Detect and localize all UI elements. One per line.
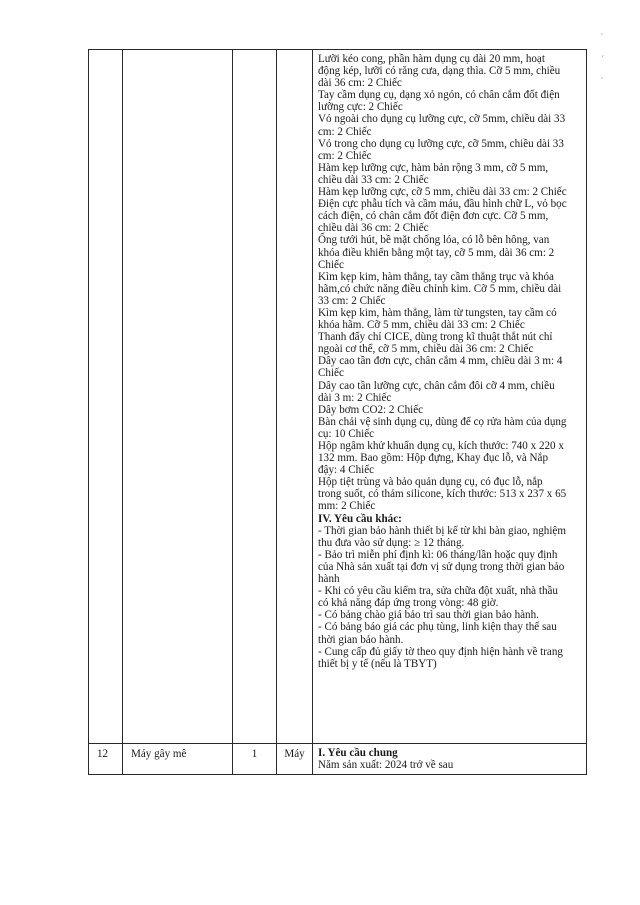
description-cell [313, 50, 587, 744]
equipment-spec-table [88, 49, 587, 775]
description-line: Hàm kẹp lưỡng cực, hàm bản rộng 3 mm, cỡ 5 mm, [318, 161, 549, 174]
description-line: lưỡng cực: 2 Chiếc [318, 101, 403, 114]
description-line: thiết bị y tế (nếu là TBYT) [318, 657, 437, 670]
name-cell [123, 50, 233, 744]
description-line: thu đưa vào sử dụng: ≥ 12 tháng. [318, 536, 465, 549]
description-line: - Bảo trì miễn phí định kì: 06 tháng/lần hoặc quy định [318, 548, 558, 561]
description-line: cách điện, có chân cắm đốt điện đơn cực. Cỡ 5 mm, [318, 210, 549, 223]
table-row [89, 50, 587, 744]
description-line: Dây bơm CO2: 2 Chiếc [318, 403, 424, 416]
stt-cell: 12 [89, 744, 123, 775]
description-line: cm: 2 Chiếc [318, 125, 372, 138]
description-line: cm: 2 Chiếc [318, 149, 372, 162]
description-line: Năm sản xuất: 2024 trở về sau [318, 759, 454, 772]
description-line: Dây cao tần đơn cực, chân cắm 4 mm, chiều dài 3 m: 4 [318, 355, 563, 368]
description-line: - Khi có yêu cầu kiểm tra, sửa chữa đột xuất, nhà thầu [318, 585, 558, 598]
description-line: 132 mm. Bao gồm: Hộp đựng, Khay đục lỗ, và Nắp [318, 452, 549, 465]
stt-cell [89, 50, 123, 744]
description-line: Bàn chải vệ sinh dụng cụ, dùng để cọ rửa hàm của dụng [318, 415, 567, 428]
section-heading: IV. Yêu cầu khác: [318, 512, 402, 525]
description-line: Chiếc [318, 258, 344, 271]
description-line: Kìm kẹp kim, hàm thẳng, làm từ tungsten, tay cầm có [318, 306, 557, 319]
description-line: Thanh đẩy chỉ CICE, dùng trong kĩ thuật thắt nút chỉ [318, 331, 553, 344]
description-line: mm: 2 Chiếc [318, 500, 376, 513]
description-line: - Có bảng báo giá các phụ tùng, linh kiện thay thế sau [318, 621, 557, 634]
description-line: đậy: 4 Chiếc [318, 464, 375, 477]
description-line: thời gian bảo hành. [318, 633, 404, 646]
description-line: Vỏ ngoài cho dụng cụ lưỡng cực, cỡ 5mm, chiều dài 33 [318, 113, 566, 126]
description-line: Hộp ngâm khử khuẩn dụng cụ, kích thước: 740 x 220 x [318, 440, 564, 452]
description-line: Vỏ trong cho dụng cụ lưỡng cực, cỡ 5mm, chiều dài 33 [318, 137, 564, 150]
unit-cell [277, 50, 313, 744]
description-cell [313, 744, 587, 775]
margin-marks: ˎ ˏ ˎ [600, 26, 605, 80]
description-line: trong suốt, có thảm silicone, kích thước: 513 x 237 x 65 [318, 488, 567, 501]
section-heading: I. Yêu cầu chung [318, 747, 398, 759]
description-line: - Cung cấp đủ giấy tờ theo quy định hiện hành về trang [318, 645, 563, 658]
description-line: chiều dài 33 cm: 2 Chiếc [318, 173, 429, 186]
description-line: hãm,có chức năng điều chỉnh kim. Cỡ 5 mm, chiều dài [318, 282, 562, 295]
accessory-list [318, 53, 584, 513]
description-line: Hộp tiệt trùng và bảo quản dụng cụ, có đục lỗ, nắp [318, 476, 543, 489]
description-line: dài 36 cm: 2 Chiếc [318, 77, 402, 90]
qty-cell: 1 [233, 744, 277, 775]
description-line: Lưỡi kéo cong, phần hàm dụng cụ dài 20 mm, hoạt [318, 53, 545, 65]
description-line: Tay cầm dụng cụ, dạng xỏ ngón, có chân cắm đốt điện [318, 89, 560, 102]
description-line: Điện cực phẫu tích và cầm máu, đầu hình chữ L, vỏ bọc [318, 198, 567, 211]
description-line: khóa điều khiển bằng một tay, cỡ 5 mm, dài 36 cm: 2 [318, 246, 555, 259]
description-line: chiều dài 36 cm: 2 Chiếc [318, 222, 429, 235]
description-line: hành [318, 573, 340, 586]
description-line: dài 3 m: 2 Chiếc [318, 391, 392, 404]
description-line: của Nhà sản xuất tại đơn vị sử dụng trong thời gian bảo [318, 560, 565, 573]
description-line: Kìm kẹp kim, hàm thẳng, tay cầm thẳng trục và khóa [318, 270, 554, 283]
description-line: ngoài cơ thể, cỡ 5 mm, chiều dài 36 cm: 2 Chiếc [318, 343, 534, 356]
description-line: Dây cao tần lưỡng cực, chân cắm đôi cỡ 4 mm, chiều [318, 379, 555, 392]
description-line: cụ: 10 Chiếc [318, 427, 375, 440]
description-line: - Có bảng chào giá bảo trì sau thời gian bảo hành. [318, 609, 539, 622]
description-line: có khả năng đáp ứng trong vòng: 48 giờ. [318, 597, 499, 610]
description-line: Chiếc [318, 367, 344, 380]
description-line: động kép, lưỡi có răng cưa, dạng thìa. Cỡ 5 mm, chiều [318, 65, 561, 78]
description-line: 33 cm: 2 Chiếc [318, 294, 386, 307]
description-line: Hàm kẹp lưỡng cực, cỡ 5 mm, chiều dài 33 cm: 2 Chiếc [318, 186, 567, 199]
qty-cell [233, 50, 277, 744]
unit-cell: Máy [277, 744, 313, 775]
description-line: - Thời gian bảo hành thiết bị kể từ khi bàn giao, nghiệm [318, 524, 566, 537]
table-row [89, 744, 587, 775]
description-line: khóa hãm. Cỡ 5 mm, chiều dài 33 cm: 2 Chiếc [318, 319, 525, 332]
description-line: Ống tưới hút, bề mặt chống lóa, có lỗ bên hông, van [318, 234, 550, 247]
name-cell: Máy gây mê [123, 744, 233, 775]
other-requirements-list [318, 525, 584, 670]
